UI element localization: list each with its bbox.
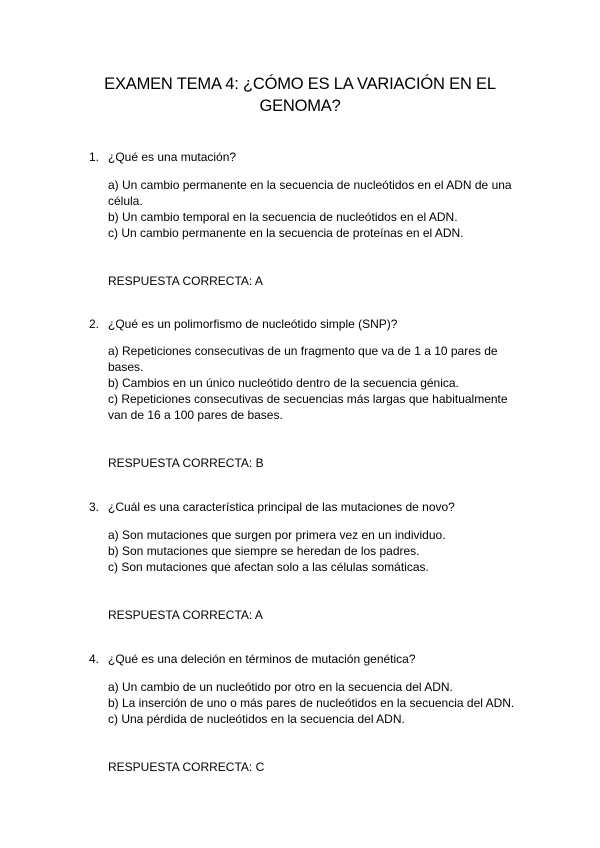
answer-3: RESPUESTA CORRECTA: A <box>108 608 263 622</box>
option-4b: b) La inserción de uno o más pares de nucleótidos en la secuencia del ADN. <box>108 696 515 710</box>
question-4-number: 4. <box>89 652 100 666</box>
option-2c-line-2: van de 16 a 100 pares de bases. <box>108 408 283 422</box>
option-1b: b) Un cambio temporal en la secuencia de nucleótidos en el ADN. <box>108 210 458 224</box>
page-title-line-2: GENOMA? <box>259 97 341 115</box>
option-4a: a) Un cambio de un nucleótido por otro en la secuencia del ADN. <box>108 680 453 694</box>
option-4c: c) Una pérdida de nucleótidos en la secuencia del ADN. <box>108 712 405 726</box>
option-2a-line-2: bases. <box>108 360 144 374</box>
option-1c: c) Un cambio permanente en la secuencia de proteínas en el ADN. <box>108 226 464 240</box>
question-1-options <box>108 177 528 241</box>
page-title <box>60 73 540 117</box>
page-title-line-1: EXAMEN TEMA 4: ¿CÓMO ES LA VARIACIÓN EN EL <box>104 75 496 93</box>
question-1-number: 1. <box>89 150 100 164</box>
option-2c-line-1: c) Repeticiones consecutivas de secuencias más largas que habitualmente <box>108 392 508 406</box>
option-3c: c) Son mutaciones que afectan solo a las células somáticas. <box>108 560 429 574</box>
answer-4: RESPUESTA CORRECTA: C <box>108 760 265 774</box>
option-2b: b) Cambios en un único nucleótido dentro de la secuencia génica. <box>108 376 459 390</box>
question-3-number: 3. <box>89 500 100 514</box>
question-3-text: ¿Cuál es una característica principal de las mutaciones de novo? <box>108 500 455 514</box>
answer-2: RESPUESTA CORRECTA: B <box>108 456 264 470</box>
option-2a-line-1: a) Repeticiones consecutivas de un fragmento que va de 1 a 10 pares de <box>108 344 498 358</box>
question-1-text: ¿Qué es una mutación? <box>108 150 237 164</box>
question-4-options <box>108 679 528 727</box>
option-1a-line-1: a) Un cambio permanente en la secuencia de nucleótidos en el ADN de una <box>108 178 512 192</box>
question-2-text: ¿Qué es un polimorfismo de nucleótido simple (SNP)? <box>108 317 398 331</box>
option-3a: a) Son mutaciones que surgen por primera vez en un individuo. <box>108 528 446 542</box>
question-2-options <box>108 343 528 423</box>
answer-1: RESPUESTA CORRECTA: A <box>108 274 263 288</box>
question-4-text: ¿Qué es una deleción en términos de mutación genética? <box>108 652 416 666</box>
question-3-options <box>108 527 528 575</box>
question-2-number: 2. <box>89 317 100 331</box>
option-1a-line-2: célula. <box>108 194 143 208</box>
option-3b: b) Son mutaciones que siempre se heredan de los padres. <box>108 544 420 558</box>
